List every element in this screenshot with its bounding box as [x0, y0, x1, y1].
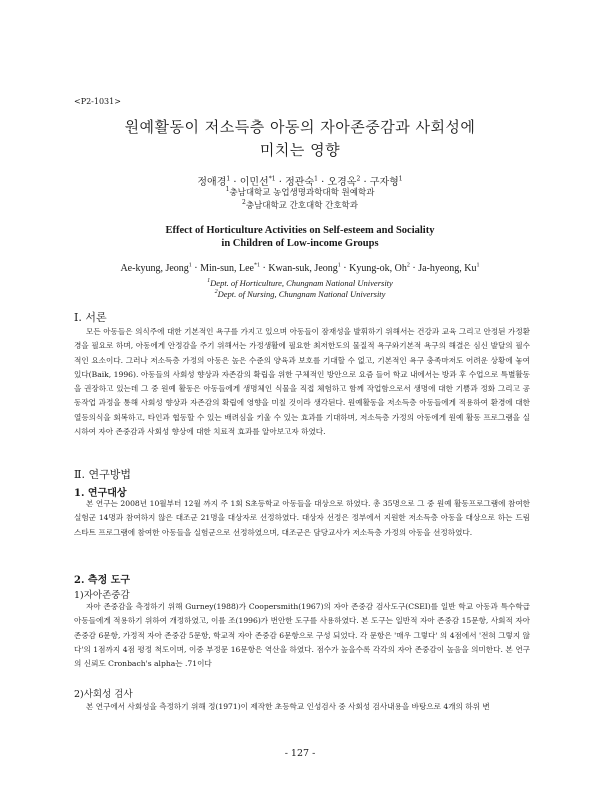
author-name: · 정관숙	[278, 177, 315, 188]
english-title-line-2: in Children of Low-income Groups	[221, 238, 379, 249]
instruments-heading: 2. 측정 도구	[74, 575, 131, 586]
affiliation-marker: 2	[242, 199, 246, 207]
intro-heading: Ⅰ. 서론	[74, 311, 107, 324]
author-marker: 1	[226, 175, 231, 183]
self-esteem-paragraph: 자아 존중감을 측정하기 위해 Gurney(1988)가 Coopersmith(1967)의 자아 존중감 검사도구(CSEI)를 일반 학교 아동과 특수학급 아동들에게 적용하기 위하여 개정하였고, 이를 조(1996)가 번안한 도구를 사용하였다. 본 도구는 일반적 자아 존중감 15문항, 사회적 자아 존중감 6문항, 가정적 자아 존중감 5문항, 학교적 자아 존중감 6문항으로 구성 되었다. 각 문항은 '매우 그렇다' 의 4점에서 '전혀 그렇지 않다'의 1점까지 4점 평정 척도이며, 이중 부정문 16문항은 역산을 하였다. 점수가 높을수록 각각의 자아 존중감이 높음을 의미한다. 본 연구의 신뢰도 Cronbach's alpha는 .71이다	[74, 602, 531, 669]
affiliation-text: 충남대학교 농업생명과학대학 원예학과	[229, 188, 375, 198]
author-name: 정애경	[197, 177, 227, 188]
korean-affiliation-1	[0, 186, 600, 198]
affiliation-marker: 1	[225, 186, 230, 194]
author-name: · 오경옥	[321, 177, 357, 188]
author-marker: 1	[476, 262, 480, 269]
author-name: · Ja-hyeong, Ku	[412, 263, 477, 274]
author-marker: 2	[356, 175, 361, 183]
affiliation-marker: 1	[207, 278, 211, 285]
author-name: · 이민선	[233, 177, 269, 188]
author-marker: *1	[268, 175, 276, 183]
sociality-heading: 2)사회성 검사	[74, 689, 133, 700]
affiliation-text: 충남대학교 간호대학 간호학과	[245, 201, 358, 211]
english-affiliation-2	[0, 289, 600, 299]
author-name: Ae-kyung, Jeong	[120, 263, 189, 274]
author-name: · Kyung-ok, Oh	[343, 263, 407, 274]
korean-title-line-1: 원예활동이 저소득층 아동의 자아존중감과 사회성에	[124, 118, 476, 136]
intro-paragraph: 모든 아동들은 의식주에 대한 기본적인 욕구를 가지고 있으며 아동들이 잠재성을 발휘하기 위해서는 건강과 교육 그리고 안정된 가정환경을 필요로 하며, 아동에게 안정감을 주기 위해서는 가정생활에 필요한 최저한도의 물질적 욕구와기본적 욕구의 해결은 심신 발달의 필수적인 요소이다. 그러나 저소득층 가정의 아동은 높은 수준의 양육과 보호를 기대할 수 없고, 기본적인 욕구 충족마저도 어려운 상황에 놓여있다(Baik, 1996). 아동들의 사회성 향상과 자존감의 확립을 위한 구체적인 방안으로 요즘 들어 학교 내에서는 방과 후 수업으로 특별활동을 권장하고 있는데 그 중 원예 활동은 아동들에게 생명체인 식물을 직접 체험하고 함께 작업함으로서 생명에 대한 기쁨과 정화 그리고 공동작업 과정을 통해 사회성 향상과 자존감의 확립에 영향을 미칠 것이라 생각된다. 원예활동을 저소득층 아동들에게 적용하여 환경에 대한 열등의식을 회복하고, 타인과 협동할 수 있는 배려심을 키울 수 있는 효과를 기대하며, 저소득층 가정의 아동에게 원예 활동 프로그램을 실시하여 자아 존중감과 사회성 향상에 대한 치료적 효과를 알아보고자 하였다.	[74, 327, 531, 437]
subjects-heading: 1. 연구대상	[74, 488, 127, 499]
author-marker: 1	[398, 175, 403, 183]
english-affiliation-1	[0, 278, 600, 288]
methods-heading: Ⅱ. 연구방법	[74, 468, 131, 481]
author-marker: 1	[188, 262, 192, 269]
author-name: · 구자형	[363, 177, 399, 188]
author-marker: 2	[406, 262, 410, 269]
affiliation-text: Dept. of Nursing, Chungnam National University	[217, 289, 386, 299]
sociality-paragraph: 본 연구에서 사회성을 측정하기 위해 정(1971)이 제작한 초등학교 인성검사 중 사회성 검사내용을 바탕으로 4개의 하위 변	[86, 702, 490, 711]
self-esteem-heading: 1)자아존중감	[74, 590, 130, 601]
page-number: - 127 -	[284, 748, 316, 759]
author-marker: 1	[337, 262, 341, 269]
author-name: · Min-sun, Lee	[194, 263, 254, 274]
affiliation-marker: 2	[214, 289, 218, 296]
author-marker: 1	[314, 175, 318, 183]
korean-affiliation-2	[0, 199, 600, 211]
korean-title-line-2: 미치는 영향	[259, 141, 341, 159]
author-name: · Kwan-suk, Jeong	[262, 263, 338, 274]
paper-code: <P2-1031>	[74, 97, 121, 106]
author-marker: *1	[254, 262, 260, 269]
subjects-paragraph: 본 연구는 2008년 10월부터 12월 까지 주 1회 S초등학교 아동들을 대상으로 하였다. 총 35명으로 그 중 원예 활동프로그램에 참여한 실험군 14명과 참여하지 않은 대조군 21명을 대상자로 선정하였다. 대상자 선정은 정부에서 지원한 저소득층 아동을 대상으로 하는 드림스타트 프로그램에 참여한 아동들을 실험군으로 선정하였으며, 대조군은 담당교사가 저소득층 가정의 아동을 선정하였다.	[74, 499, 530, 537]
english-authors	[0, 263, 600, 274]
affiliation-text: Dept. of Horticulture, Chungnam National University	[210, 278, 393, 288]
english-title-line-1: Effect of Horticulture Activities on Self-esteem and Sociality	[165, 225, 435, 236]
